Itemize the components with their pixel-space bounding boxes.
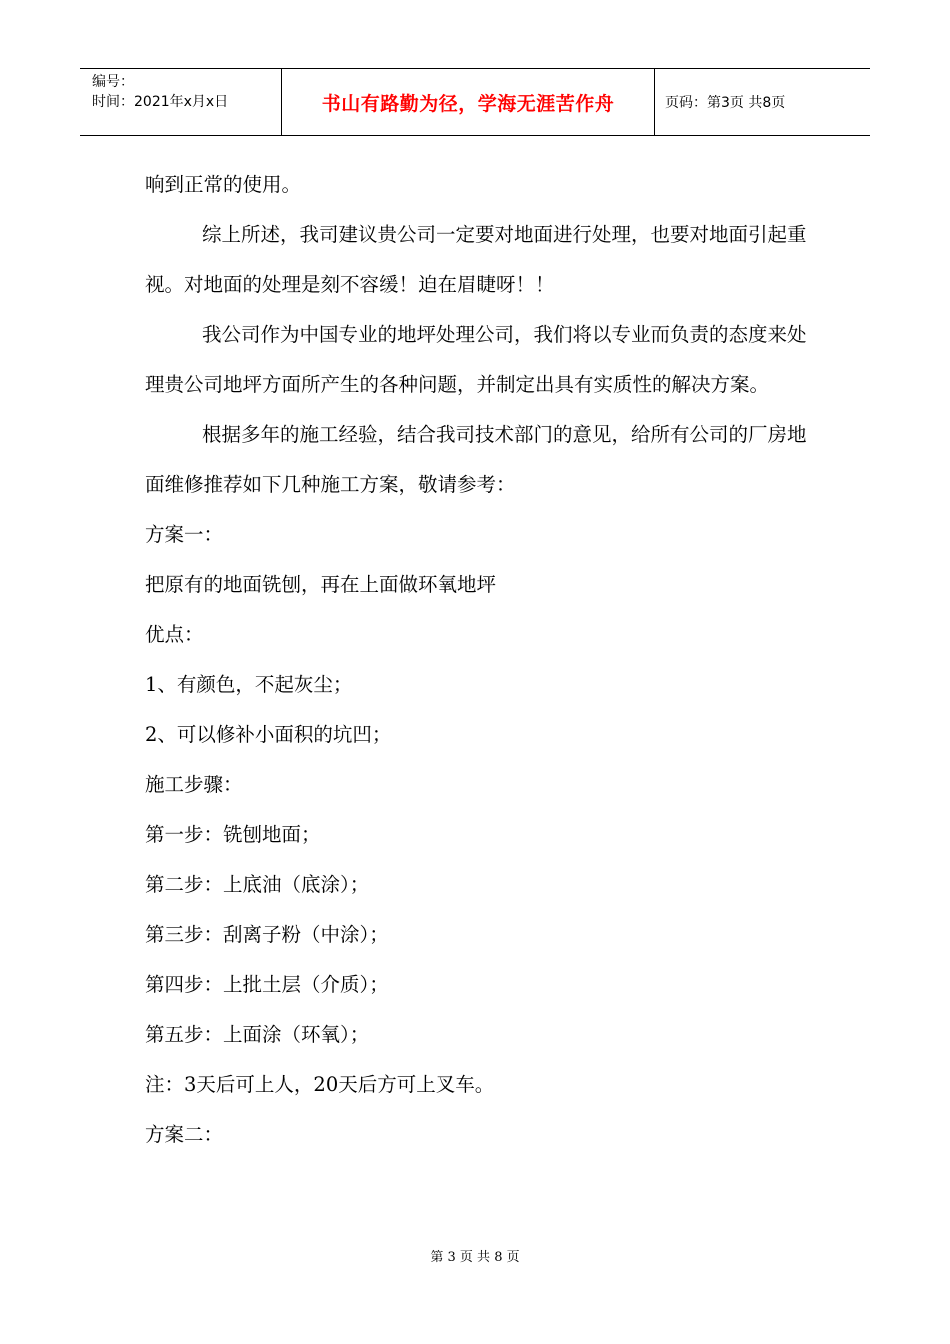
document-body: [145, 160, 807, 1160]
list-item: 第五步：上面涂（环氧）；: [145, 1023, 370, 1046]
paragraph: 综上所述，我司建议贵公司一定要对地面进行处理，也要对地面引起重视。对地面的处理是刻不容缓！迫在眉睫呀！！: [145, 223, 807, 296]
number-label: 编号：: [92, 74, 134, 90]
list-item: 第二步：上底油（底涂）；: [145, 873, 370, 896]
list-item: 第一步：铣刨地面；: [145, 823, 321, 846]
paragraph: 优点：: [145, 623, 204, 646]
list-item: 1、有颜色，不起灰尘；: [145, 673, 353, 696]
list-item: 第三步：刮离子粉（中涂）；: [145, 923, 389, 946]
paragraph: 把原有的地面铣刨，再在上面做环氧地坪: [145, 573, 497, 596]
paragraph: 根据多年的施工经验，结合我司技术部门的意见，给所有公司的厂房地面维修推荐如下几种施工方案，敬请参考：: [145, 423, 807, 496]
document-header: [80, 68, 870, 136]
paragraph: 响到正常的使用。: [145, 173, 302, 196]
paragraph: 方案一：: [145, 523, 224, 546]
list-item: 第四步：上批土层（介质）；: [145, 973, 389, 996]
page-footer: 第 3 页 共 8 页: [430, 1250, 520, 1265]
paragraph: 我公司作为中国专业的地坪处理公司，我们将以专业而负责的态度来处理贵公司地坪方面所产生的各种问题，并制定出具有实质性的解决方案。: [145, 323, 807, 396]
paragraph: 注：3天后可上人，20天后方可上叉车。: [145, 1073, 495, 1096]
header-motto: 书山有路勤为径，学海无涯苦作舟: [281, 69, 655, 135]
paragraph: 方案二：: [145, 1123, 224, 1146]
list-item: 2、可以修补小面积的坑凹；: [145, 723, 392, 746]
header-meta: [80, 69, 281, 135]
date-label: 时间：2021年x月x日: [92, 94, 229, 110]
paragraph: 施工步骤：: [145, 773, 243, 796]
header-page-info: 页码：第3页 共8页: [665, 95, 786, 111]
